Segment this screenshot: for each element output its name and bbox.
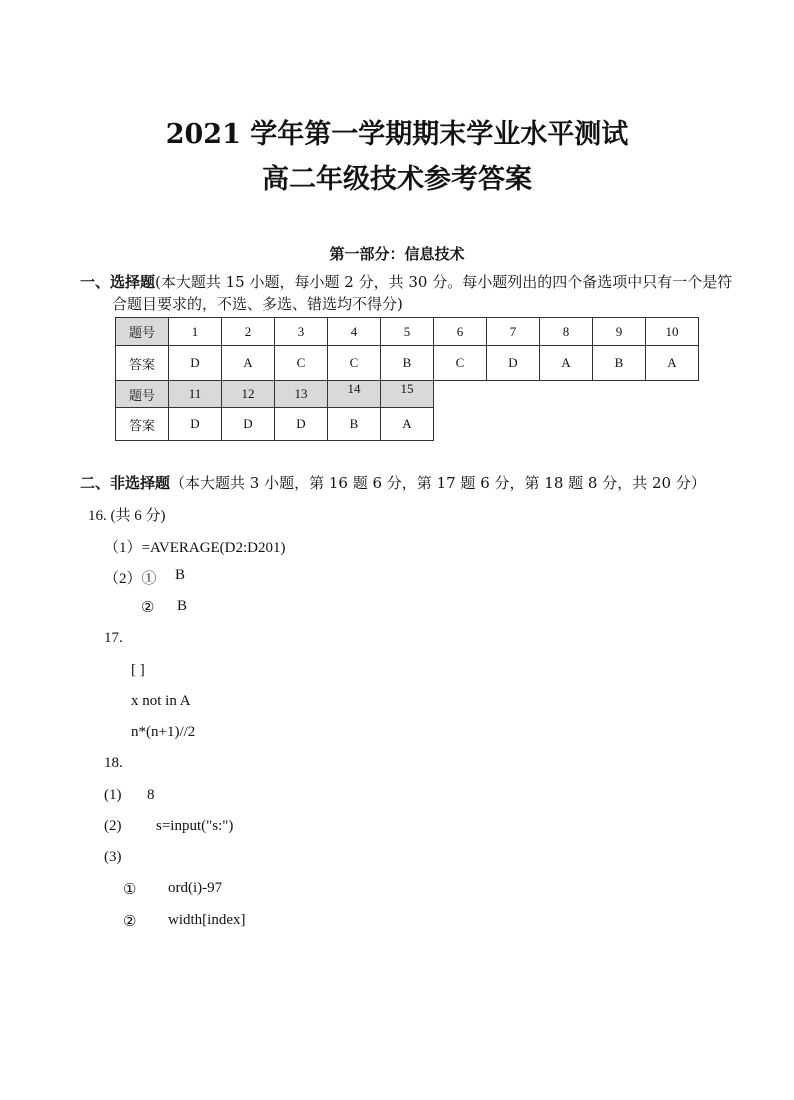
q18-part1-answer: 8: [147, 787, 155, 803]
table-cell: A: [381, 408, 434, 441]
table-cell: D: [275, 408, 328, 441]
q18-part2-mark: (2): [104, 818, 122, 834]
table-cell: 4: [328, 318, 381, 346]
q16-heading: 16. (共 6 分): [88, 508, 166, 524]
q18-part2-answer: s=input("s:"): [156, 818, 234, 834]
table-cell: 14: [328, 381, 381, 408]
table-cell: 答案: [116, 346, 169, 381]
q16-part2-answer: B: [175, 567, 186, 583]
table-cell: A: [646, 346, 699, 381]
table-cell: 12: [222, 381, 275, 408]
table-cell: A: [222, 346, 275, 381]
part-title: 第一部分：信息技术: [329, 245, 465, 263]
answer-table-2: [115, 380, 434, 441]
q18-part3-mark: (3): [104, 849, 122, 865]
document-subtitle: 高二年级技术参考答案: [262, 164, 532, 195]
table-cell: 10: [646, 318, 699, 346]
q17-line1: [ ]: [131, 662, 145, 678]
q17-line3: n*(n+1)//2: [131, 724, 196, 740]
table-cell: 8: [540, 318, 593, 346]
table-row: [116, 346, 699, 381]
q18-part1-mark: (1): [104, 787, 122, 803]
section2-heading: [80, 472, 706, 493]
table-cell: D: [169, 408, 222, 441]
answer-table-1: [115, 317, 699, 381]
section1-label: 一、选择题: [80, 273, 156, 291]
section1-desc-line2: 合题目要求的，不选、多选、错选均不得分): [112, 295, 403, 313]
table-cell: D: [169, 346, 222, 381]
table-cell: B: [328, 408, 381, 441]
table-cell: 15: [381, 381, 434, 408]
table-row: [116, 381, 434, 408]
table-cell: D: [222, 408, 275, 441]
table-cell: 9: [593, 318, 646, 346]
table-cell: 5: [381, 318, 434, 346]
table-cell: 答案: [116, 408, 169, 441]
table-row: [116, 408, 434, 441]
q16-part3-answer: B: [177, 598, 188, 614]
table-cell: C: [328, 346, 381, 381]
q17-line2: x not in A: [131, 693, 191, 709]
table-cell: C: [434, 346, 487, 381]
section2-desc: （本大题共 3 小题，第 16 题 6 分，第 17 题 6 分，第 18 题 8 分，共 20 分）: [170, 474, 706, 492]
table-cell: D: [487, 346, 540, 381]
table-cell: 1: [169, 318, 222, 346]
q16-part1: （1）=AVERAGE(D2:D201): [104, 540, 286, 556]
q16-part2-mark: （2）①: [104, 571, 157, 587]
table-cell: C: [275, 346, 328, 381]
q18-part3-item1-mark: ①: [123, 882, 137, 898]
section2-label: 二、非选择题: [80, 474, 171, 492]
table-row: [116, 318, 699, 346]
table-cell: 2: [222, 318, 275, 346]
section1-desc-line1: (本大题共 15 小题，每小题 2 分，共 30 分。每小题列出的四个备选项中只有一个是符: [155, 273, 733, 291]
table-cell: 题号: [116, 381, 169, 408]
q16-part3-mark: ②: [141, 600, 155, 616]
table-cell: B: [381, 346, 434, 381]
table-cell: 6: [434, 318, 487, 346]
q18-part3-item2-answer: width[index]: [168, 912, 246, 928]
table-cell: 7: [487, 318, 540, 346]
q18-part3-item1-answer: ord(i)-97: [168, 880, 223, 896]
q17-heading: 17.: [104, 630, 123, 646]
section1-heading: [80, 271, 732, 293]
q18-part3-item2-mark: ②: [123, 914, 137, 930]
table-cell: B: [593, 346, 646, 381]
table-cell: 11: [169, 381, 222, 408]
document-title: 2021 学年第一学期期末学业水平测试: [165, 119, 629, 150]
table-cell: A: [540, 346, 593, 381]
q18-heading: 18.: [104, 755, 123, 771]
table-cell: 13: [275, 381, 328, 408]
table-cell: 3: [275, 318, 328, 346]
table-cell: 题号: [116, 318, 169, 346]
